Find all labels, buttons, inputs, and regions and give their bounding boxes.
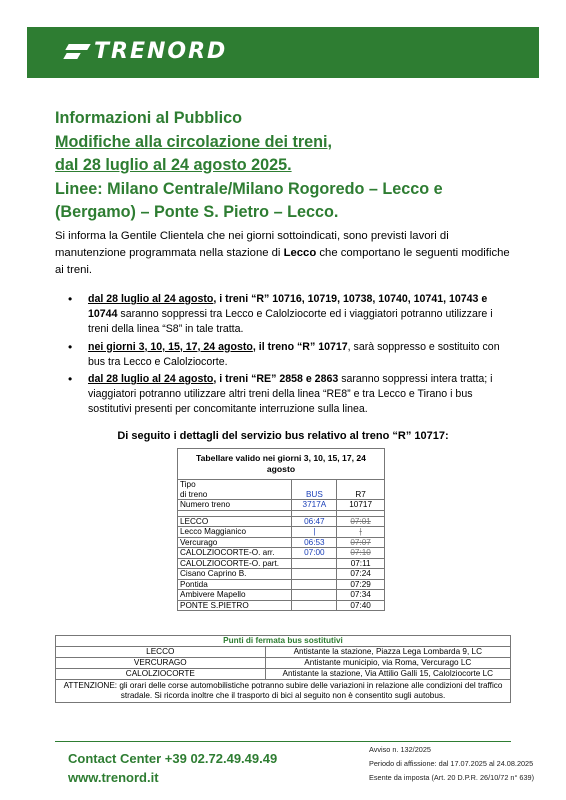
trenord-logo [67, 39, 227, 64]
change-date: dal 28 luglio al 24 agosto [88, 373, 214, 386]
intro-text: Si informa la Gentile Clientela che nei giorni sottoindicati, sono previsti lavori di manutenzione programmata nella stazione di [55, 230, 449, 259]
bus-time [292, 558, 337, 569]
footer-divider [55, 741, 511, 742]
station-name: CALOLZIOCORTE-O. part. [178, 558, 292, 569]
train-time: 07:34 [337, 590, 385, 601]
contact-center: Contact Center +39 02.72.49.49.49 [68, 751, 278, 766]
change-details: saranno soppressi tra Lecco e Calolziocorte ed i viaggiatori potranno utilizzare i treni della linea “S8” in tale tratta. [88, 308, 493, 336]
station-name: Cisano Caprino B. [178, 569, 292, 580]
train-type: R7 [337, 490, 385, 500]
change-details: , sarà soppresso e sostituito con bus tra Lecco e Calolziocorte. [88, 340, 500, 368]
logo-mark-icon [67, 44, 89, 60]
logo-text: TRENORD [94, 39, 228, 64]
stop-name: CALOLZIOCORTE [56, 669, 266, 680]
change-trains: , i treni “RE” 2858 e 2863 [213, 373, 339, 386]
heading-line-5: (Bergamo) – Ponte S. Pietro – Lecco. [55, 203, 339, 221]
train-time: | [337, 527, 385, 538]
attention-note: ATTENZIONE: gli orari delle corse automobilistiche potranno subire delle variazioni in relazione alle condizioni del traffico stradale. Si ricorda inoltre che il trasporto di bici al seguito non è consentito sugli autobus. [56, 680, 511, 703]
train-time: 07:01 [337, 516, 385, 527]
table-row [178, 558, 385, 569]
train-time: 07:07 [337, 537, 385, 548]
bus-time: 06:47 [292, 516, 337, 527]
change-details: saranno soppressi intera tratta; i viaggiatori potranno utilizzare altri treni della linea “RE8” e tra Lecco e Tirano i bus sostitutivi presenti per concomitante interruzione sulla linea. [88, 373, 493, 416]
stop-place: Antistante la stazione, Piazza Lega Lombarda 9, LC [265, 647, 510, 658]
heading-line-1: Informazioni al Pubblico [55, 109, 243, 127]
timetable-rows [178, 516, 385, 611]
table-row [178, 569, 385, 580]
table-row [178, 548, 385, 559]
contact-block [68, 749, 277, 787]
bus-time: 07:00 [292, 548, 337, 559]
intro-paragraph [55, 228, 515, 278]
stop-name: LECCO [56, 647, 266, 658]
bus-number: 3717A [292, 500, 337, 511]
station-name: Lecco Maggianico [178, 527, 292, 538]
train-time: 07:24 [337, 569, 385, 580]
bus-time: | [292, 527, 337, 538]
table-row [178, 516, 385, 527]
change-date: dal 28 luglio al 24 agosto [88, 293, 214, 305]
bus-time: 06:53 [292, 537, 337, 548]
numero-treno-label: Numero treno [178, 500, 292, 511]
bus-time [292, 569, 337, 580]
tipo-label: Tipo [178, 480, 292, 490]
changes-list [55, 292, 515, 420]
train-time: 07:11 [337, 558, 385, 569]
heading-line-2: Modifiche alla circolazione dei treni, [55, 132, 333, 151]
station-name: Ambivere Mapello [178, 590, 292, 601]
avviso-number: Avviso n. 132/2025 [369, 745, 431, 754]
stop-place: Antistante la stazione, Via Attilio Galli 15, Calolziocorte LC [265, 669, 510, 680]
esente-imposta: Esente da imposta (Art. 20 D.P.R. 26/10/72 n° 639) [369, 772, 535, 782]
bus-time [292, 579, 337, 590]
timetable-title: Tabellare valido nei giorni 3, 10, 15, 17, 24 agosto [178, 449, 385, 480]
change-item [55, 372, 515, 418]
train-time: 07:29 [337, 579, 385, 590]
train-time: 07:40 [337, 600, 385, 611]
intro-text-end: che comportano le seguenti modifiche ai treni. [55, 246, 510, 276]
station-name: LECCO [178, 516, 292, 527]
bus-stops-table [55, 635, 511, 703]
periodo-affissione: Periodo di affissione: dal 17.07.2025 al 24.08.2025 [369, 758, 534, 768]
table-row [178, 590, 385, 601]
table-row [56, 669, 511, 680]
change-item [55, 340, 515, 370]
stop-place: Antistante municipio, via Roma, Vercurago LC [265, 658, 510, 669]
table-row [178, 537, 385, 548]
notice-heading [55, 107, 515, 225]
bus-stops-header: Punti di fermata bus sostitutivi [56, 636, 511, 647]
change-date: nei giorni 3, 10, 15, 17, 24 agosto [88, 340, 253, 353]
table-row [178, 527, 385, 538]
bus-time [292, 600, 337, 611]
table-row [56, 658, 511, 669]
di-treno-label: di treno [178, 490, 292, 500]
change-item [55, 292, 515, 338]
station-name: CALOLZIOCORTE-O. arr. [178, 548, 292, 559]
bus-detail-title: Di seguito i dettagli del servizio bus relativo al treno “R” 10717: [117, 430, 449, 442]
heading-line-4: Linee: Milano Centrale/Milano Rogoredo – Lecco e [55, 179, 443, 198]
change-trains: , i treni “R” 10716, 10719, 10738, 10740, 10741, 10743 e 10744 [88, 293, 488, 321]
station-name: PONTE S.PIETRO [178, 600, 292, 611]
website-link[interactable]: www.trenord.it [68, 770, 159, 785]
intro-station: Lecco [283, 246, 317, 259]
station-name: Vercurago [178, 537, 292, 548]
train-number: 10717 [337, 500, 385, 511]
station-name: Pontida [178, 579, 292, 590]
timetable [177, 448, 385, 611]
train-time: 07:10 [337, 548, 385, 559]
notice-meta [369, 743, 534, 784]
bus-time [292, 590, 337, 601]
table-row [178, 600, 385, 611]
bus-type: BUS [292, 490, 337, 500]
table-row [178, 579, 385, 590]
heading-line-3: dal 28 luglio al 24 agosto 2025. [55, 156, 292, 174]
table-row [56, 647, 511, 658]
brand-banner [27, 27, 539, 78]
stop-name: VERCURAGO [56, 658, 266, 669]
change-trains: , il treno “R” 10717 [252, 340, 348, 353]
